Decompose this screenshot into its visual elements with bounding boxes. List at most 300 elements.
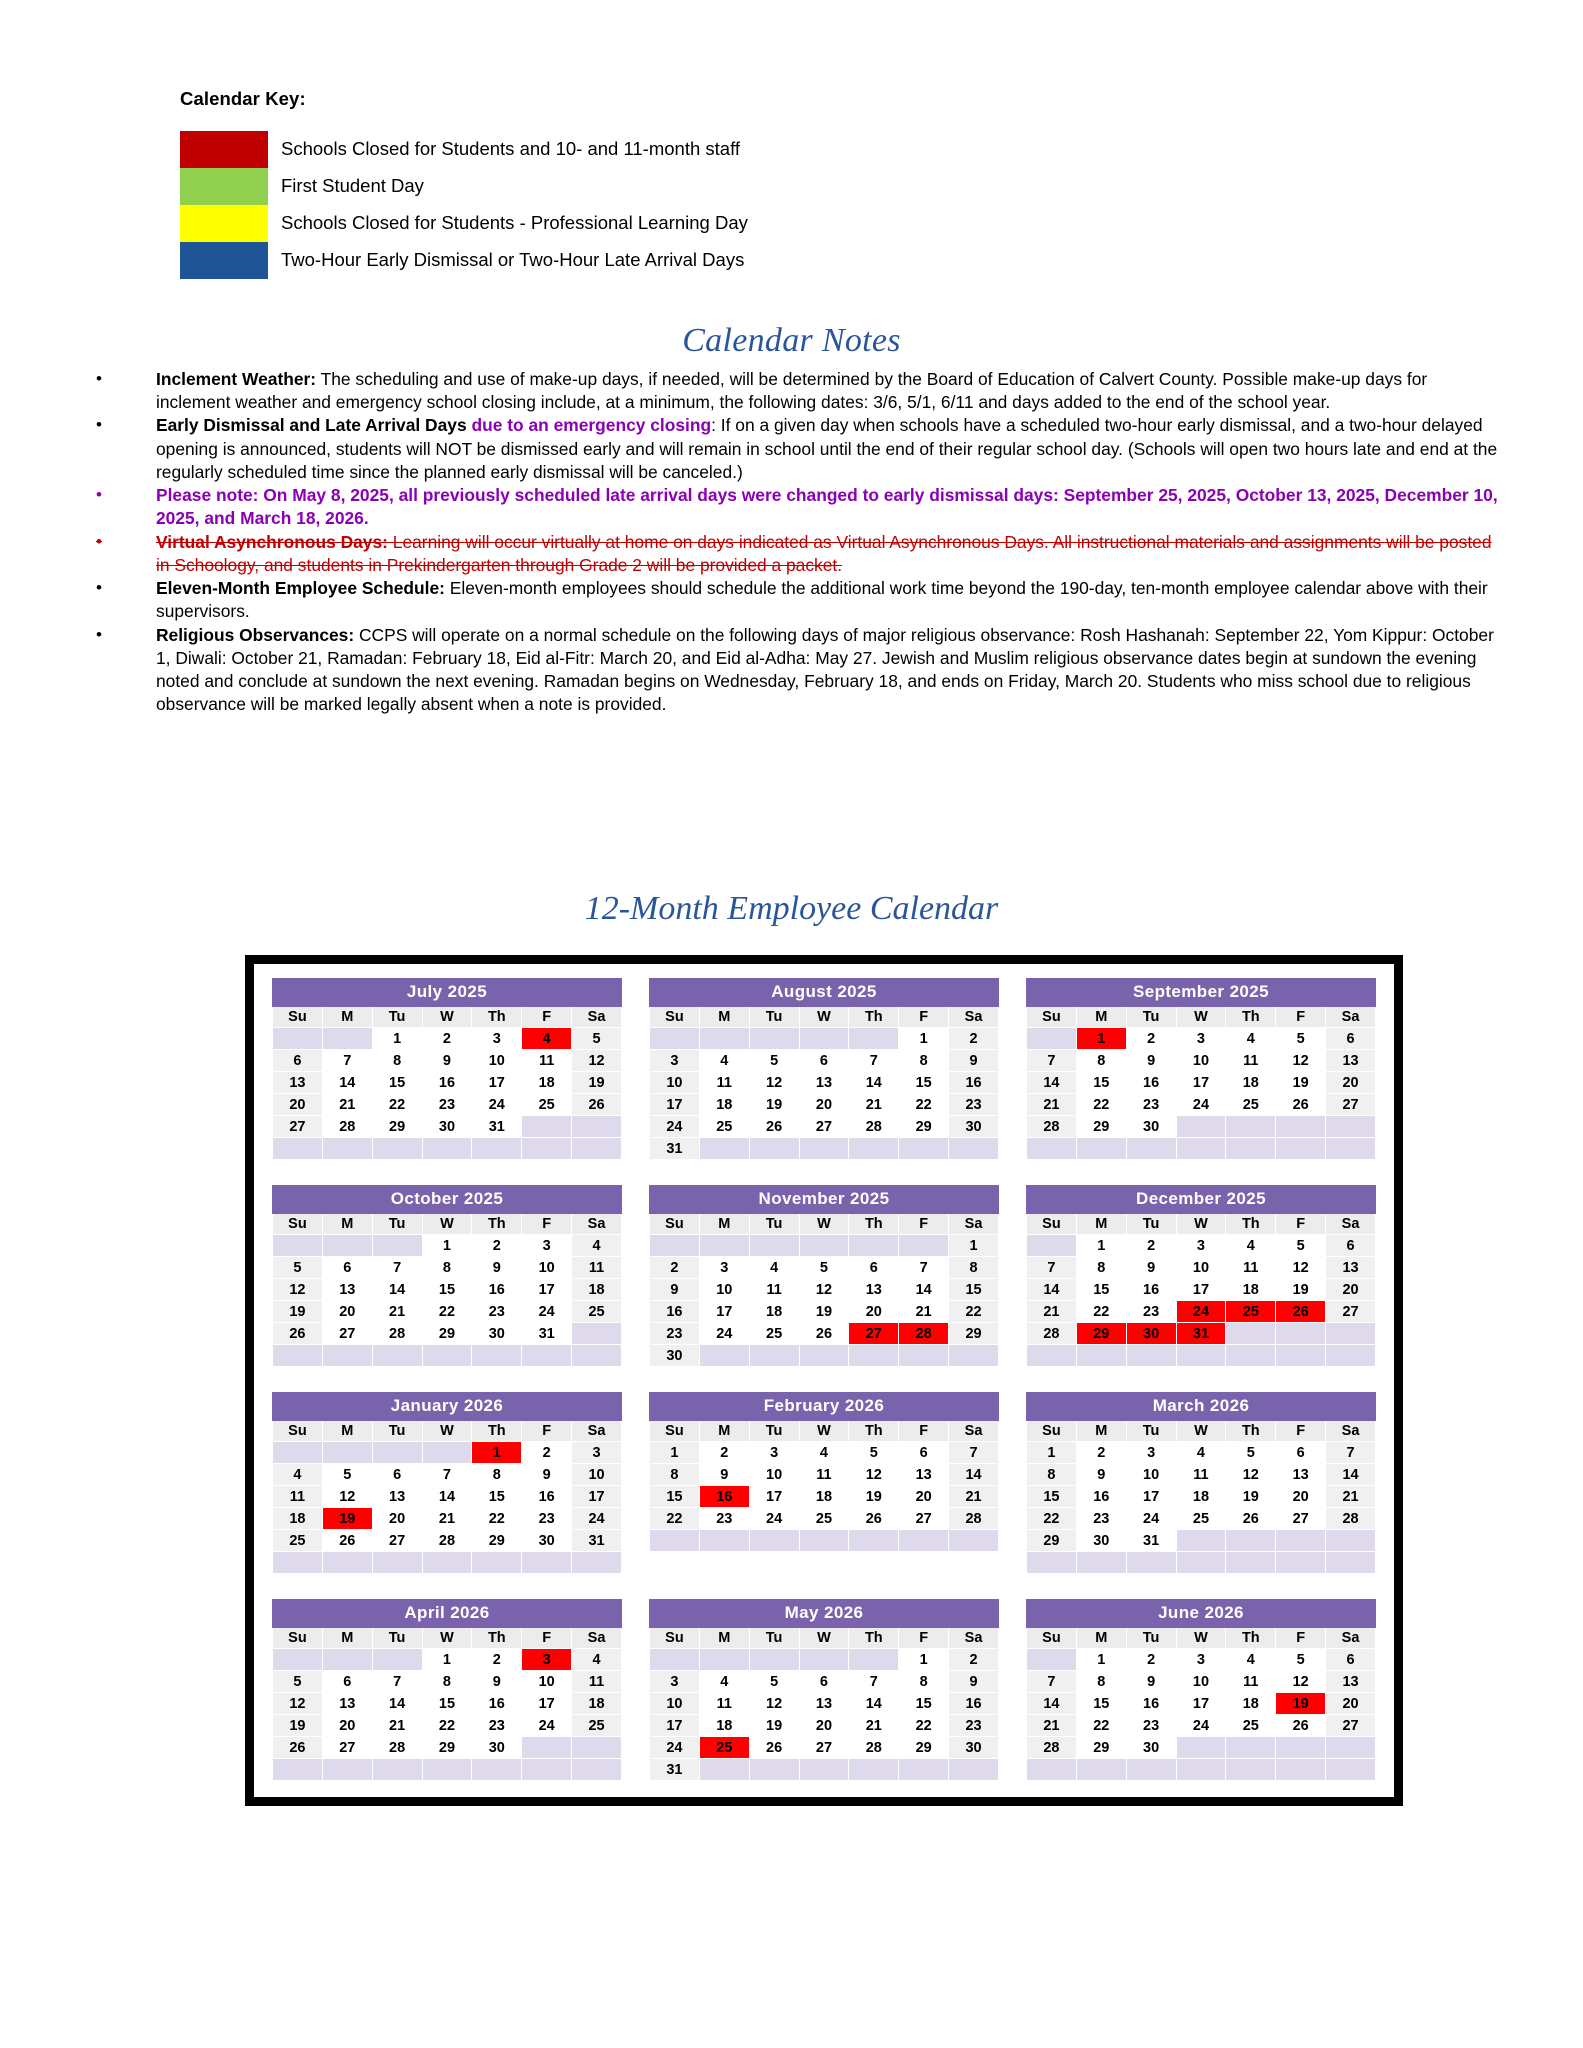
calendar-day-cell: 17 <box>1126 1486 1176 1508</box>
month-name-header: December 2025 <box>1027 1186 1376 1214</box>
calendar-day-cell: 20 <box>1276 1486 1326 1508</box>
calendar-day-cell: 11 <box>572 1671 622 1693</box>
month-week-row <box>1027 1301 1376 1323</box>
calendar-day-cell: 28 <box>1326 1508 1376 1530</box>
calendar-empty-cell <box>1176 1116 1226 1138</box>
day-of-week-header: Tu <box>749 1214 799 1235</box>
calendar-day-cell: 8 <box>1076 1671 1126 1693</box>
month-week-row <box>273 1279 622 1301</box>
calendar-day-cell: 3 <box>699 1257 749 1279</box>
month-week-row <box>650 1235 999 1257</box>
calendar-day-cell-closed: 3 <box>522 1649 572 1671</box>
calendar-day-cell: 18 <box>1226 1072 1276 1094</box>
calendar-day-cell: 4 <box>699 1671 749 1693</box>
calendar-day-cell: 28 <box>849 1116 899 1138</box>
calendar-day-cell: 25 <box>1176 1508 1226 1530</box>
month-name-header: February 2026 <box>650 1393 999 1421</box>
calendar-day-cell: 16 <box>949 1072 999 1094</box>
calendar-empty-cell <box>472 1759 522 1781</box>
calendar-day-cell: 30 <box>472 1323 522 1345</box>
calendar-day-cell: 21 <box>322 1094 372 1116</box>
calendar-day-cell: 8 <box>949 1257 999 1279</box>
calendar-day-cell: 30 <box>522 1530 572 1552</box>
calendar-day-cell: 29 <box>899 1116 949 1138</box>
day-of-week-header: Sa <box>1326 1421 1376 1442</box>
calendar-empty-cell <box>322 1759 372 1781</box>
calendar-empty-cell <box>572 1345 622 1367</box>
calendar-day-cell: 18 <box>1226 1279 1276 1301</box>
employee-calendar-frame <box>245 955 1403 1806</box>
calendar-day-cell: 1 <box>650 1442 700 1464</box>
calendar-day-cell: 19 <box>1276 1279 1326 1301</box>
calendar-empty-cell <box>572 1138 622 1160</box>
calendar-day-cell: 9 <box>1126 1257 1176 1279</box>
day-of-week-header: Sa <box>572 1214 622 1235</box>
calendar-empty-cell <box>572 1323 622 1345</box>
day-of-week-header: Tu <box>372 1628 422 1649</box>
month-week-row <box>1027 1552 1376 1574</box>
calendar-key-row <box>180 168 1080 205</box>
calendar-empty-cell <box>1276 1759 1326 1781</box>
calendar-empty-cell <box>849 1345 899 1367</box>
calendar-empty-cell <box>1226 1345 1276 1367</box>
calendar-day-cell: 13 <box>849 1279 899 1301</box>
calendar-day-cell: 15 <box>899 1693 949 1715</box>
day-of-week-header: W <box>799 1214 849 1235</box>
calendar-empty-cell <box>749 1235 799 1257</box>
calendar-day-cell: 18 <box>1226 1693 1276 1715</box>
calendar-day-cell: 14 <box>949 1464 999 1486</box>
calendar-empty-cell <box>1326 1759 1376 1781</box>
calendar-day-cell: 5 <box>1276 1028 1326 1050</box>
calendar-day-cell: 12 <box>749 1693 799 1715</box>
calendar-day-cell: 15 <box>372 1072 422 1094</box>
day-of-week-header: M <box>1076 1214 1126 1235</box>
calendar-day-cell: 16 <box>472 1693 522 1715</box>
calendar-day-cell: 19 <box>749 1094 799 1116</box>
month-week-row <box>650 1345 999 1367</box>
month-week-row <box>1027 1530 1376 1552</box>
calendar-empty-cell <box>1276 1323 1326 1345</box>
calendar-day-cell: 21 <box>849 1715 899 1737</box>
calendar-day-cell: 31 <box>650 1138 700 1160</box>
calendar-day-cell: 5 <box>273 1257 323 1279</box>
note-purple-text: Please note: On May 8, 2025, all previously scheduled late arrival days were changed to early dismissal days: September 25, 2025, October 13, 2025, December 10, 2025, and March 18, 2026. <box>156 485 1498 529</box>
month-week-row <box>650 1323 999 1345</box>
calendar-empty-cell <box>572 1116 622 1138</box>
calendar-day-cell: 1 <box>949 1235 999 1257</box>
calendar-day-cell: 6 <box>799 1050 849 1072</box>
calendar-day-cell: 6 <box>1326 1028 1376 1050</box>
calendar-key-swatch <box>180 131 268 168</box>
calendar-empty-cell <box>849 1649 899 1671</box>
calendar-day-cell: 17 <box>1176 1693 1226 1715</box>
calendar-empty-cell <box>1326 1552 1376 1574</box>
note-lead-label: Inclement Weather: <box>156 369 317 389</box>
day-of-week-header: F <box>1276 1007 1326 1028</box>
calendar-day-cell: 11 <box>1176 1464 1226 1486</box>
calendar-empty-cell <box>1176 1138 1226 1160</box>
calendar-empty-cell <box>1076 1345 1126 1367</box>
calendar-day-cell: 13 <box>1326 1257 1376 1279</box>
day-of-week-header: Sa <box>949 1421 999 1442</box>
calendar-day-cell: 2 <box>1126 1028 1176 1050</box>
calendar-day-cell: 14 <box>422 1486 472 1508</box>
calendar-day-cell: 22 <box>472 1508 522 1530</box>
calendar-day-cell: 17 <box>522 1279 572 1301</box>
calendar-empty-cell <box>1126 1138 1176 1160</box>
calendar-empty-cell <box>799 1345 849 1367</box>
calendar-day-cell: 4 <box>572 1235 622 1257</box>
calendar-day-cell: 4 <box>1176 1442 1226 1464</box>
calendar-empty-cell <box>799 1235 849 1257</box>
calendar-empty-cell <box>372 1345 422 1367</box>
calendar-key <box>180 88 1080 279</box>
calendar-empty-cell <box>1326 1138 1376 1160</box>
calendar-day-cell: 10 <box>1126 1464 1176 1486</box>
calendar-note-item <box>88 484 1500 530</box>
calendar-day-cell: 27 <box>1326 1301 1376 1323</box>
month-week-row <box>650 1257 999 1279</box>
calendar-day-cell: 28 <box>949 1508 999 1530</box>
calendar-day-cell: 28 <box>1027 1737 1077 1759</box>
calendar-day-cell: 5 <box>749 1050 799 1072</box>
month-week-row <box>1027 1345 1376 1367</box>
calendar-day-cell: 22 <box>650 1508 700 1530</box>
calendar-day-cell: 5 <box>1276 1649 1326 1671</box>
calendar-day-cell: 3 <box>1176 1235 1226 1257</box>
calendar-empty-cell <box>322 1028 372 1050</box>
calendar-day-cell-closed: 25 <box>1226 1301 1276 1323</box>
calendar-day-cell: 30 <box>650 1345 700 1367</box>
calendar-day-cell: 22 <box>899 1715 949 1737</box>
calendar-day-cell: 11 <box>522 1050 572 1072</box>
calendar-day-cell: 13 <box>1326 1671 1376 1693</box>
calendar-empty-cell <box>322 1649 372 1671</box>
calendar-key-rows <box>180 131 1080 279</box>
calendar-empty-cell <box>273 1759 323 1781</box>
calendar-day-cell: 6 <box>1276 1442 1326 1464</box>
calendar-day-cell: 31 <box>1126 1530 1176 1552</box>
calendar-key-row <box>180 205 1080 242</box>
calendar-note-item <box>88 531 1500 577</box>
calendar-day-cell: 30 <box>949 1737 999 1759</box>
calendar-empty-cell <box>372 1552 422 1574</box>
calendar-empty-cell <box>1276 1552 1326 1574</box>
month-name-header: May 2026 <box>650 1600 999 1628</box>
calendar-day-cell: 13 <box>372 1486 422 1508</box>
calendar-day-cell: 9 <box>699 1464 749 1486</box>
calendar-day-cell: 30 <box>422 1116 472 1138</box>
calendar-empty-cell <box>1027 1759 1077 1781</box>
calendar-day-cell: 9 <box>472 1257 522 1279</box>
calendar-day-cell: 4 <box>1226 1649 1276 1671</box>
calendar-empty-cell <box>699 1530 749 1552</box>
calendar-empty-cell <box>899 1345 949 1367</box>
calendar-empty-cell <box>422 1138 472 1160</box>
calendar-day-cell: 26 <box>799 1323 849 1345</box>
calendar-day-cell: 21 <box>849 1094 899 1116</box>
calendar-day-cell: 31 <box>572 1530 622 1552</box>
calendar-empty-cell <box>372 1649 422 1671</box>
month-block <box>649 1392 999 1574</box>
calendar-day-cell: 24 <box>1176 1715 1226 1737</box>
calendar-day-cell: 25 <box>799 1508 849 1530</box>
calendar-day-cell: 6 <box>1326 1235 1376 1257</box>
month-block <box>272 1392 622 1574</box>
month-table <box>649 1599 999 1781</box>
calendar-day-cell: 4 <box>1226 1235 1276 1257</box>
calendar-day-cell: 27 <box>799 1737 849 1759</box>
day-of-week-header: Th <box>849 1214 899 1235</box>
month-table <box>649 1185 999 1367</box>
month-week-row <box>273 1050 622 1072</box>
calendar-day-cell: 14 <box>1326 1464 1376 1486</box>
calendar-day-cell: 10 <box>1176 1671 1226 1693</box>
calendar-day-cell: 12 <box>849 1464 899 1486</box>
calendar-empty-cell <box>372 1235 422 1257</box>
calendar-day-cell: 18 <box>799 1486 849 1508</box>
calendar-notes-list <box>88 368 1500 717</box>
month-block <box>1026 978 1376 1160</box>
calendar-day-cell: 19 <box>273 1301 323 1323</box>
calendar-day-cell: 12 <box>1276 1257 1326 1279</box>
calendar-day-cell: 1 <box>422 1235 472 1257</box>
calendar-day-cell: 1 <box>899 1028 949 1050</box>
calendar-empty-cell <box>273 1442 323 1464</box>
calendar-day-cell: 25 <box>572 1715 622 1737</box>
month-block <box>272 1599 622 1781</box>
calendar-day-cell: 9 <box>1076 1464 1126 1486</box>
day-of-week-header: Sa <box>572 1628 622 1649</box>
month-name-header: June 2026 <box>1027 1600 1376 1628</box>
calendar-day-cell: 21 <box>949 1486 999 1508</box>
calendar-empty-cell <box>572 1737 622 1759</box>
calendar-day-cell: 13 <box>273 1072 323 1094</box>
calendar-day-cell: 20 <box>849 1301 899 1323</box>
calendar-day-cell: 16 <box>422 1072 472 1094</box>
month-table <box>1026 1392 1376 1574</box>
calendar-note-item <box>88 624 1500 717</box>
calendar-empty-cell <box>799 1649 849 1671</box>
month-block <box>272 1185 622 1367</box>
calendar-day-cell: 6 <box>322 1671 372 1693</box>
note-lead-label: Eleven-Month Employee Schedule: <box>156 578 445 599</box>
calendar-day-cell: 16 <box>1126 1072 1176 1094</box>
day-of-week-header: F <box>899 1214 949 1235</box>
calendar-empty-cell <box>1326 1345 1376 1367</box>
day-of-week-header: M <box>1076 1007 1126 1028</box>
calendar-day-cell: 13 <box>322 1693 372 1715</box>
day-of-week-header: Tu <box>1126 1421 1176 1442</box>
calendar-empty-cell <box>1226 1530 1276 1552</box>
calendar-day-cell: 21 <box>372 1715 422 1737</box>
calendar-empty-cell <box>699 1345 749 1367</box>
calendar-empty-cell <box>1176 1552 1226 1574</box>
month-week-row <box>1027 1072 1376 1094</box>
calendar-empty-cell <box>322 1235 372 1257</box>
calendar-day-cell: 15 <box>1076 1072 1126 1094</box>
calendar-empty-cell <box>273 1552 323 1574</box>
calendar-day-cell: 5 <box>1226 1442 1276 1464</box>
calendar-empty-cell <box>699 1028 749 1050</box>
calendar-day-cell: 7 <box>422 1464 472 1486</box>
calendar-empty-cell <box>899 1138 949 1160</box>
calendar-day-cell: 2 <box>949 1649 999 1671</box>
calendar-empty-cell <box>273 1235 323 1257</box>
calendar-day-cell: 22 <box>899 1094 949 1116</box>
calendar-empty-cell <box>749 1649 799 1671</box>
calendar-day-cell: 27 <box>372 1530 422 1552</box>
calendar-day-cell: 21 <box>1027 1715 1077 1737</box>
calendar-day-cell: 10 <box>1176 1050 1226 1072</box>
calendar-day-cell: 14 <box>372 1693 422 1715</box>
month-week-row <box>650 1094 999 1116</box>
calendar-day-cell-closed: 1 <box>472 1442 522 1464</box>
calendar-day-cell: 3 <box>1176 1649 1226 1671</box>
day-of-week-header: W <box>1176 1628 1226 1649</box>
calendar-day-cell: 26 <box>1276 1715 1326 1737</box>
calendar-empty-cell <box>949 1138 999 1160</box>
note-bullet-icon: • <box>96 485 102 505</box>
calendar-day-cell: 2 <box>422 1028 472 1050</box>
calendar-day-cell: 3 <box>749 1442 799 1464</box>
calendar-day-cell: 24 <box>699 1323 749 1345</box>
calendar-day-cell: 15 <box>1076 1279 1126 1301</box>
month-week-row <box>650 1138 999 1160</box>
day-of-week-header: F <box>1276 1421 1326 1442</box>
note-lead-label: Virtual Asynchronous Days: <box>156 531 388 552</box>
calendar-day-cell: 10 <box>522 1671 572 1693</box>
calendar-day-cell: 28 <box>422 1530 472 1552</box>
day-of-week-header: F <box>1276 1214 1326 1235</box>
calendar-day-cell: 27 <box>1326 1094 1376 1116</box>
calendar-day-cell: 25 <box>1226 1715 1276 1737</box>
calendar-empty-cell <box>372 1138 422 1160</box>
month-week-row <box>273 1464 622 1486</box>
calendar-empty-cell <box>849 1235 899 1257</box>
note-bullet-icon: • <box>96 624 102 644</box>
calendar-day-cell: 5 <box>799 1257 849 1279</box>
month-week-row <box>650 1301 999 1323</box>
calendar-day-cell: 8 <box>422 1671 472 1693</box>
calendar-day-cell-closed: 26 <box>1276 1301 1326 1323</box>
calendar-day-cell: 21 <box>1027 1301 1077 1323</box>
calendar-day-cell: 30 <box>1126 1737 1176 1759</box>
month-week-row <box>273 1257 622 1279</box>
calendar-note-item <box>88 414 1500 484</box>
calendar-day-cell: 10 <box>1176 1257 1226 1279</box>
calendar-day-cell: 19 <box>273 1715 323 1737</box>
month-week-row <box>1027 1464 1376 1486</box>
calendar-day-cell: 15 <box>1076 1693 1126 1715</box>
month-week-row <box>1027 1116 1376 1138</box>
calendar-day-cell-closed: 19 <box>322 1508 372 1530</box>
calendar-day-cell: 23 <box>1126 1301 1176 1323</box>
month-week-row <box>650 1279 999 1301</box>
day-of-week-header: F <box>1276 1628 1326 1649</box>
day-of-week-header: W <box>422 1007 472 1028</box>
calendar-day-cell: 1 <box>422 1649 472 1671</box>
calendar-empty-cell <box>699 1759 749 1781</box>
calendar-day-cell: 21 <box>1027 1094 1077 1116</box>
calendar-day-cell: 18 <box>699 1715 749 1737</box>
note-lead-purple: due to an emergency closing <box>466 415 712 436</box>
day-of-week-header: M <box>322 1007 372 1028</box>
calendar-day-cell: 5 <box>849 1442 899 1464</box>
employee-calendar-title: 12-Month Employee Calendar <box>584 890 999 927</box>
calendar-day-cell-closed: 27 <box>849 1323 899 1345</box>
calendar-day-cell: 22 <box>1076 1301 1126 1323</box>
calendar-day-cell: 23 <box>949 1715 999 1737</box>
month-week-row <box>1027 1235 1376 1257</box>
note-bullet-icon: • <box>96 415 102 435</box>
calendar-day-cell: 19 <box>849 1486 899 1508</box>
calendar-day-cell: 23 <box>422 1094 472 1116</box>
calendar-empty-cell <box>1226 1759 1276 1781</box>
month-week-row <box>273 1671 622 1693</box>
day-of-week-header: Sa <box>949 1007 999 1028</box>
month-week-row <box>273 1508 622 1530</box>
calendar-day-cell: 11 <box>1226 1257 1276 1279</box>
calendar-day-cell: 13 <box>899 1464 949 1486</box>
calendar-day-cell: 18 <box>749 1301 799 1323</box>
calendar-empty-cell <box>1176 1530 1226 1552</box>
calendar-day-cell: 24 <box>572 1508 622 1530</box>
calendar-empty-cell <box>1276 1138 1326 1160</box>
calendar-empty-cell <box>650 1530 700 1552</box>
day-of-week-header: W <box>799 1628 849 1649</box>
calendar-day-cell: 5 <box>749 1671 799 1693</box>
calendar-day-cell: 8 <box>372 1050 422 1072</box>
calendar-day-cell-closed: 16 <box>699 1486 749 1508</box>
calendar-key-label: Schools Closed for Students and 10- and 11-month staff <box>281 138 741 160</box>
calendar-empty-cell <box>273 1138 323 1160</box>
calendar-empty-cell <box>1276 1116 1326 1138</box>
calendar-day-cell: 4 <box>1226 1028 1276 1050</box>
day-of-week-header: W <box>422 1628 472 1649</box>
month-block <box>272 978 622 1160</box>
calendar-day-cell: 5 <box>1276 1235 1326 1257</box>
day-of-week-header: Su <box>650 1628 700 1649</box>
calendar-day-cell: 27 <box>273 1116 323 1138</box>
calendar-day-cell: 8 <box>1076 1050 1126 1072</box>
calendar-day-cell: 21 <box>372 1301 422 1323</box>
calendar-day-cell: 20 <box>372 1508 422 1530</box>
calendar-empty-cell <box>422 1552 472 1574</box>
month-block <box>649 978 999 1160</box>
note-bullet-icon: • <box>96 369 102 388</box>
calendar-day-cell: 6 <box>849 1257 899 1279</box>
month-week-row <box>273 1072 622 1094</box>
calendar-empty-cell <box>1326 1737 1376 1759</box>
month-table <box>649 978 999 1160</box>
calendar-empty-cell <box>1326 1530 1376 1552</box>
calendar-day-cell: 1 <box>899 1649 949 1671</box>
calendar-day-cell: 25 <box>749 1323 799 1345</box>
calendar-day-cell: 23 <box>949 1094 999 1116</box>
calendar-day-cell: 16 <box>1126 1279 1176 1301</box>
calendar-day-cell: 13 <box>799 1693 849 1715</box>
calendar-day-cell: 8 <box>1076 1257 1126 1279</box>
calendar-day-cell: 6 <box>372 1464 422 1486</box>
calendar-day-cell: 19 <box>799 1301 849 1323</box>
calendar-empty-cell <box>273 1649 323 1671</box>
day-of-week-header: Th <box>472 1421 522 1442</box>
calendar-empty-cell <box>1276 1737 1326 1759</box>
calendar-empty-cell <box>1126 1552 1176 1574</box>
calendar-day-cell: 29 <box>472 1530 522 1552</box>
